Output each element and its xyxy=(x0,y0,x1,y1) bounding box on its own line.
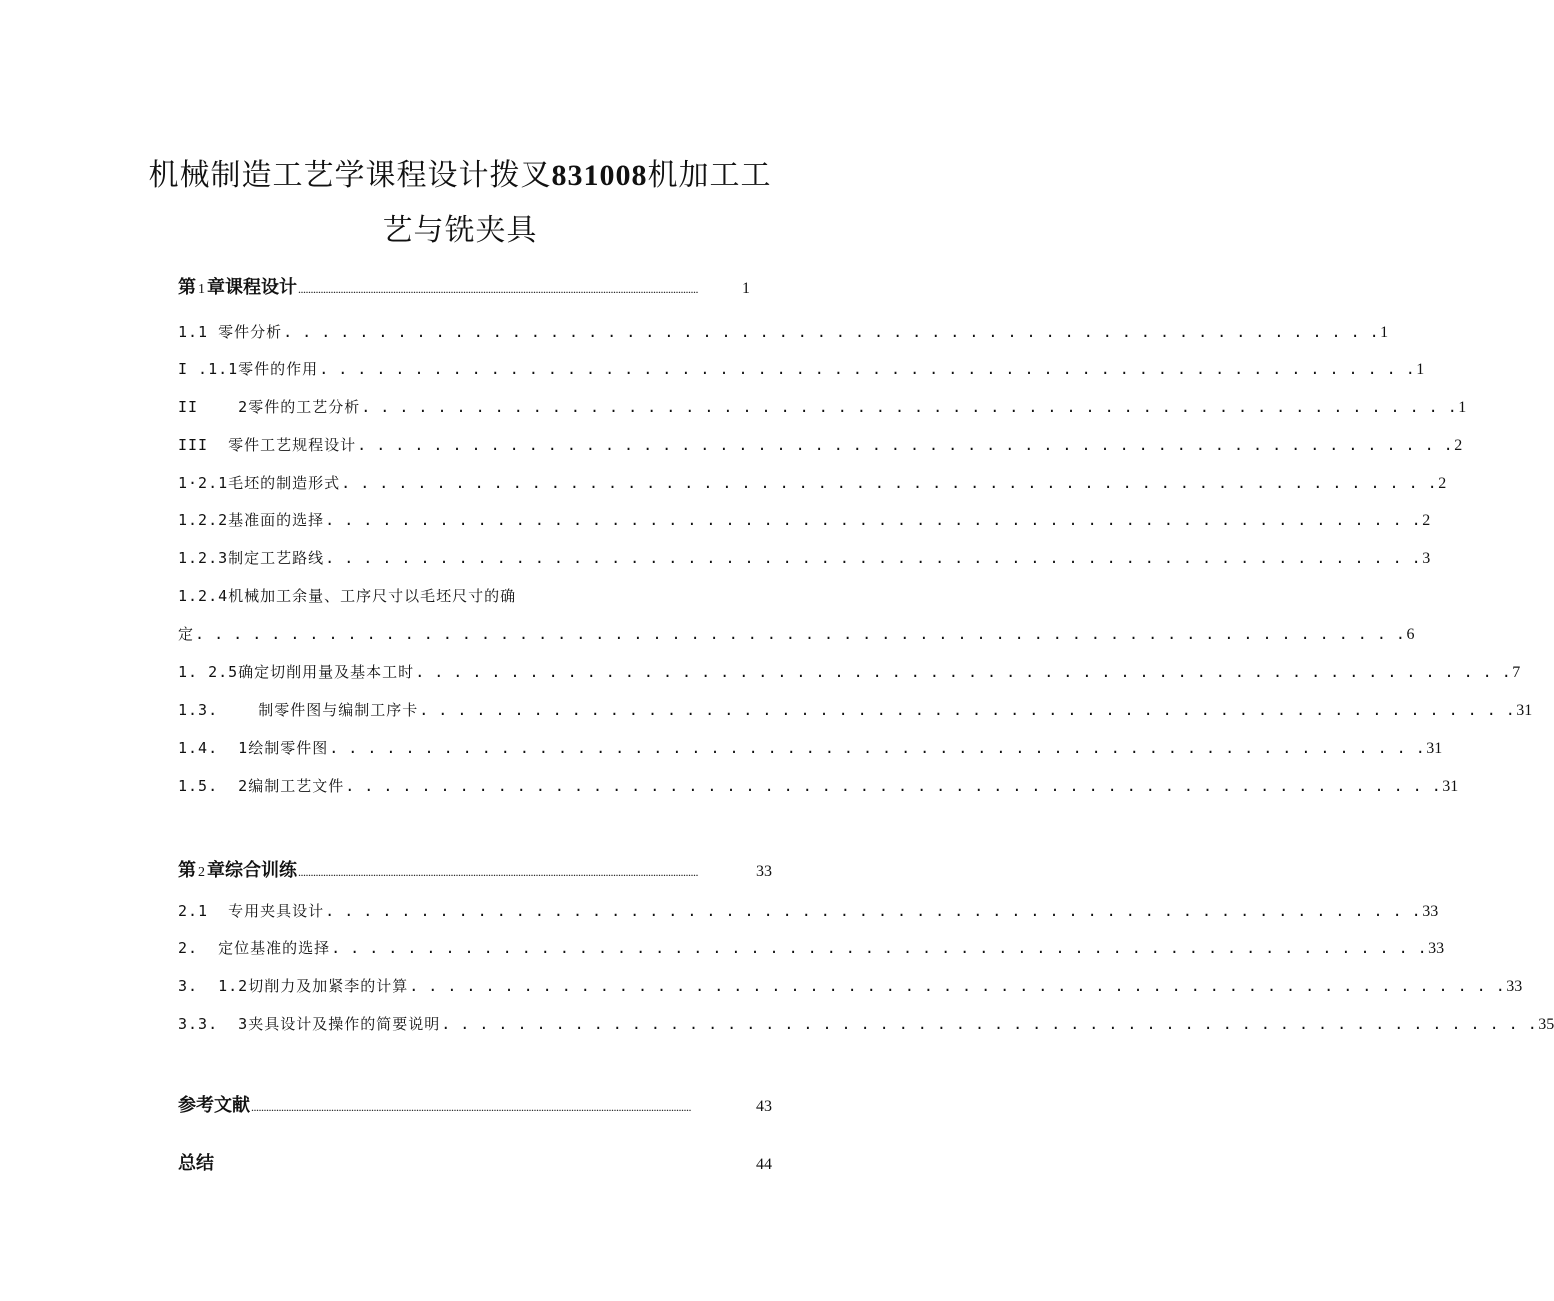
toc-page-number: 33 xyxy=(1422,903,1439,920)
toc-page-number: 6 xyxy=(1406,626,1415,643)
toc-page-number: 1 xyxy=(1416,361,1425,378)
dot-leader: . . . . . . . . . . . . . . . . . . . . . . . . . . . . . . . . . . . . . . . . . . . . . . . . . . . . . . . . . . xyxy=(357,436,1454,454)
dot-leader: . . . . . . . . . . . . . . . . . . . . . . . . . . . . . . . . . . . . . . . . . . . . . . . . . . . . . . . . . . xyxy=(419,701,1516,719)
toc-page-number: 2 xyxy=(1422,512,1431,529)
toc-chapter-label: 参考文献 xyxy=(178,1095,250,1116)
toc-page-number: 2 xyxy=(1454,437,1463,454)
dot-leader: . . . . . . . . . . . . . . . . . . . . . . . . . . . . . . . . . . . . . . . . . . . . . . . . . . . . . . . . . . xyxy=(325,902,1422,920)
title-text-b: 机加工工 xyxy=(647,158,772,193)
dot-leader: . . . . . . . . . . . . . . . . . . . . . . . . . . . . . . . . . . . . . . . . . . . . . . . . . . . . . . . . . . xyxy=(341,474,1438,492)
dot-leader: . . . . . . . . . . . . . . . . . . . . . . . . . . . . . . . . . . . . . . . . . . . . . . . . . . . . . . . . . . xyxy=(361,398,1458,416)
toc-page-number: 7 xyxy=(1512,664,1521,681)
toc-entry-label: 3.3. 3夹具设计及操作的简要说明 xyxy=(178,1015,441,1033)
toc-entry-label: 1·2.1毛坯的制造形式 xyxy=(178,474,341,492)
toc-entry-label: 1.1 零件分析 xyxy=(178,323,283,341)
dot-leader: . . . . . . . . . . . . . . . . . . . . . . . . . . . . . . . . . . . . . . . . . . . . . . . . . . . . . . . . . . xyxy=(441,1015,1538,1033)
toc-entry[interactable] xyxy=(178,434,1463,455)
toc-entry-label: 3. 1.2切削力及加紧李的计算 xyxy=(178,977,409,995)
dot-leader: . . . . . . . . . . . . . . . . . . . . . . . . . . . . . . . . . . . . . . . . . . . . . . . . . . . . . . . . . . . . . . . . xyxy=(195,625,1406,643)
toc-entry-label: 1. 2.5确定切削用量及基本工时 xyxy=(178,663,415,681)
dot-leader: . . . . . . . . . . . . . . . . . . . . . . . . . . . . . . . . . . . . . . . . . . . . . . . . . . . . . . . . . . xyxy=(409,977,1506,995)
toc-entry[interactable] xyxy=(178,509,1431,530)
toc-entry-label: 2.1 专用夹具设计 xyxy=(178,902,325,920)
document-title-line-1 xyxy=(0,150,920,194)
toc-entry-label: 1.3. 制零件图与编制工序卡 xyxy=(178,701,419,719)
dot-leader: ................................................................................................................................................................ xyxy=(298,282,698,296)
toc-page-number: 43 xyxy=(756,1098,772,1115)
dot-leader: . . . . . . . . . . . . . . . . . . . . . . . . . . . . . . . . . . . . . . . . . . . . . . . . . . . . . . . . . . xyxy=(415,663,1512,681)
toc-chapter-label: 第 1 章课程设计 xyxy=(178,277,297,298)
toc-entry-label: III 零件工艺规程设计 xyxy=(178,436,357,454)
dot-leader: . . . . . . . . . . . . . . . . . . . . . . . . . . . . . . . . . . . . . . . . . . . . . . . . . . . . . . . . . . xyxy=(319,360,1416,378)
toc-chapter-label: 总结 xyxy=(178,1153,214,1174)
toc-entry-wrapped-line[interactable]: 1.2.4机械加工余量、工序尺寸以毛坯尺寸的确 xyxy=(178,587,517,605)
title-part-number: 831008 xyxy=(551,159,648,192)
toc-entry-label: 定 xyxy=(178,625,195,643)
dot-leader: . . . . . . . . . . . . . . . . . . . . . . . . . . . . . . . . . . . . . . . . . . . . . . . . . . . . . . . . . . xyxy=(325,549,1422,567)
toc-page-number: 1 xyxy=(742,280,750,297)
title-text-a: 机械制造工艺学课程设计拨叉 xyxy=(148,158,552,193)
toc-entry[interactable] xyxy=(178,775,1459,796)
toc-entry[interactable] xyxy=(178,937,1445,958)
dot-leader: . . . . . . . . . . . . . . . . . . . . . . . . . . . . . . . . . . . . . . . . . . . . . . . . . . . . . . . . . . xyxy=(331,939,1428,957)
toc-page-number: 33 xyxy=(756,863,772,880)
toc-entry[interactable] xyxy=(178,900,1439,921)
toc-entry[interactable] xyxy=(178,975,1523,996)
toc-summary[interactable] xyxy=(178,1149,772,1175)
toc-entry[interactable] xyxy=(178,472,1447,493)
dot-leader: . . . . . . . . . . . . . . . . . . . . . . . . . . . . . . . . . . . . . . . . . . . . . . . . . . . . . . . . . . xyxy=(345,777,1442,795)
dot-leader: . . . . . . . . . . . . . . . . . . . . . . . . . . . . . . . . . . . . . . . . . . . . . . . . . . . . . . . . . . xyxy=(325,511,1422,529)
toc-page-number: 33 xyxy=(1506,978,1523,995)
toc-page-number: 33 xyxy=(1428,940,1445,957)
toc-chapter-2[interactable] xyxy=(178,856,772,882)
toc-entry-label: 1.2.3制定工艺路线 xyxy=(178,549,325,567)
toc-entry-label: I .1.1零件的作用 xyxy=(178,360,319,378)
toc-entry-label: 1.2.2基准面的选择 xyxy=(178,511,325,529)
dot-leader: ................................................................................................................................................................................ xyxy=(251,1100,691,1114)
toc-page-number: 44 xyxy=(756,1156,772,1173)
toc-page-number: 1 xyxy=(1458,399,1467,416)
toc-entry[interactable] xyxy=(178,321,1389,342)
toc-chapter-1[interactable] xyxy=(178,273,750,299)
dot-leader: . . . . . . . . . . . . . . . . . . . . . . . . . . . . . . . . . . . . . . . . . . . . . . . . . . . . . . . . . . xyxy=(283,323,1380,341)
toc-entry[interactable] xyxy=(178,358,1425,379)
toc-entry[interactable] xyxy=(178,661,1521,682)
toc-entry[interactable] xyxy=(178,623,1415,644)
toc-page-number: 3 xyxy=(1422,550,1431,567)
toc-page-number: 31 xyxy=(1442,778,1459,795)
toc-entry-label: II 2零件的工艺分析 xyxy=(178,398,361,416)
toc-entry-label: 1.4. 1绘制零件图 xyxy=(178,739,329,757)
toc-entry[interactable] xyxy=(178,396,1467,417)
toc-entry[interactable] xyxy=(178,737,1443,758)
toc-page-number: 1 xyxy=(1380,324,1389,341)
toc-page-number: 31 xyxy=(1516,702,1533,719)
toc-entry[interactable] xyxy=(178,699,1533,720)
toc-chapter-label: 第 2 章综合训练 xyxy=(178,860,297,881)
dot-leader: ................................................................................................................................................................ xyxy=(298,865,698,879)
document-title-line-2: 艺与铣夹具 xyxy=(382,213,538,248)
toc-page-number: 31 xyxy=(1426,740,1443,757)
toc-entry-label: 1.5. 2编制工艺文件 xyxy=(178,777,345,795)
toc-page-number: 35 xyxy=(1538,1016,1554,1033)
toc-entry[interactable] xyxy=(178,547,1431,568)
dot-leader: . . . . . . . . . . . . . . . . . . . . . . . . . . . . . . . . . . . . . . . . . . . . . . . . . . . . . . . . . . xyxy=(329,739,1426,757)
toc-entry-label: 2. 定位基准的选择 xyxy=(178,939,331,957)
toc-entry[interactable] xyxy=(178,1013,1554,1034)
toc-references[interactable] xyxy=(178,1091,772,1117)
toc-page-number: 2 xyxy=(1438,475,1447,492)
